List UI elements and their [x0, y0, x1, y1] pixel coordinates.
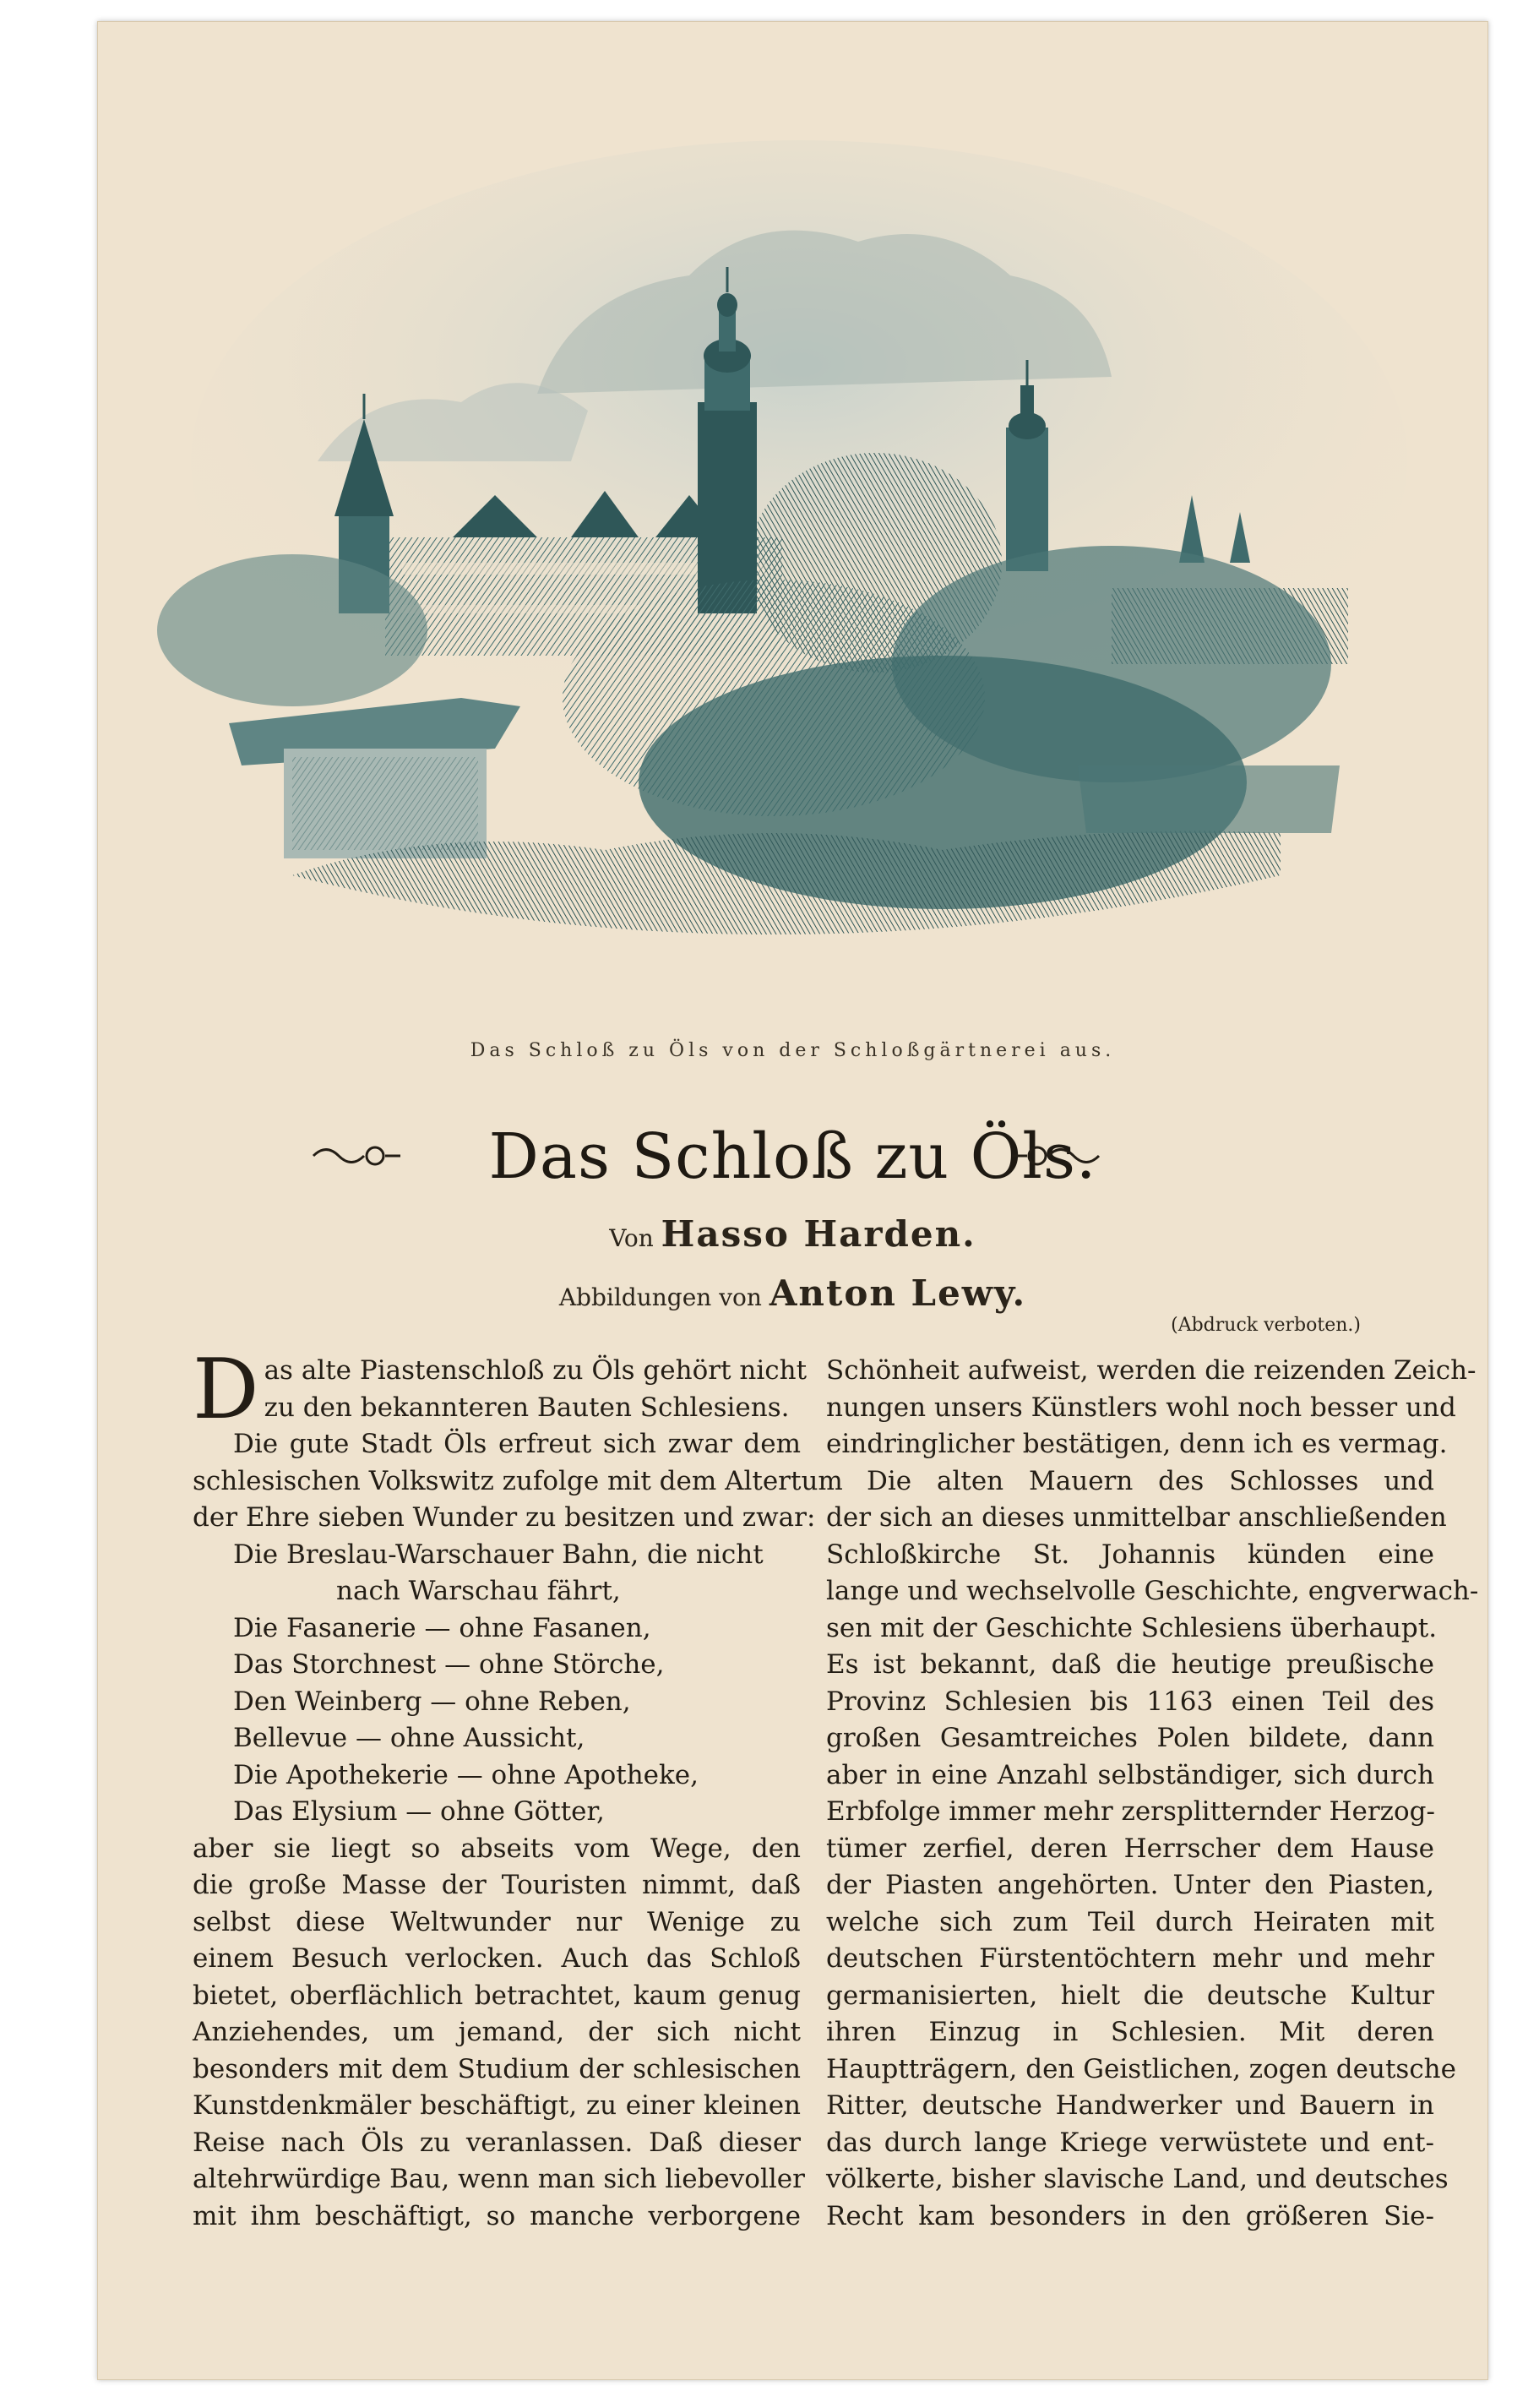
text-line: germanisierten, hielt die deutsche Kultur [826, 1980, 1434, 2011]
castle-engraving [98, 22, 1487, 1019]
text-line: as alte Piastenschloß zu Öls gehört nicht [264, 1355, 808, 1386]
text-line: Reise nach Öls zu veranlassen. Daß dieser [193, 2127, 801, 2158]
text-line: Es ist bekannt, daß die heutige preußische [826, 1649, 1434, 1680]
text-line: Erbfolge immer mehr zersplitternder Herzog- [826, 1796, 1435, 1827]
text-line: mit ihm beschäftigt, so manche verborgene [193, 2200, 801, 2231]
shed [229, 698, 520, 858]
text-line: Die alten Mauern des Schlosses und [867, 1465, 1434, 1496]
text-line: besonders mit dem Studium der schlesischen [193, 2053, 801, 2084]
poem-line: nach Warschau fährt, [336, 1576, 621, 1606]
text-line: einem Besuch verlocken. Auch das Schloß [193, 1943, 801, 1974]
credits-prefix: Abbildungen von [558, 1283, 762, 1311]
magazine-page [97, 21, 1488, 2380]
text-line: Hauptträgern, den Geistlichen, zogen deutsche [826, 2053, 1456, 2084]
poem-line: Die Fasanerie — ohne Fasanen, [233, 1612, 651, 1643]
text-line: lange und wechselvolle Geschichte, engverwach- [826, 1576, 1479, 1606]
text-line: altehrwürdige Bau, wenn man sich liebevoller [193, 2164, 805, 2194]
illustration-caption: Das Schloß zu Öls von der Schloßgärtnerei aus. [470, 1040, 1116, 1061]
author-byline [98, 1213, 1487, 1255]
text-line: der Ehre sieben Wunder zu besitzen und zwar: [193, 1502, 816, 1533]
poem-line: Den Weinberg — ohne Reben, [233, 1686, 631, 1717]
text-line: Ritter, deutsche Handwerker und Bauern in [826, 2090, 1434, 2121]
drop-cap: D [193, 1342, 259, 1438]
text-line: tümer zerfiel, deren Herrscher dem Hause [826, 1833, 1434, 1864]
text-line: selbst diese Weltwunder nur Wenige zu [193, 1906, 801, 1937]
text-line: völkerte, bisher slavische Land, und deutsches [826, 2164, 1449, 2194]
text-line: aber in eine Anzahl selbständiger, sich durch [826, 1759, 1434, 1790]
text-line: deutschen Fürstentöchtern mehr und mehr [826, 1943, 1434, 1974]
text-line: eindringlicher bestätigen, denn ich es vermag. [826, 1429, 1448, 1459]
text-line: der sich an dieses unmittelbar anschließenden [826, 1502, 1447, 1533]
text-line: aber sie liegt so abseits vom Wege, den [193, 1833, 801, 1864]
text-line: das durch lange Kriege verwüstete und ent- [826, 2127, 1434, 2158]
text-line: bietet, oberflächlich betrachtet, kaum genug [193, 1980, 801, 2011]
right-ornament-icon [1010, 1139, 1103, 1173]
text-line: welche sich zum Teil durch Heiraten mit [826, 1906, 1434, 1937]
foreground-bushes [292, 831, 1281, 935]
text-line: großen Gesamtreiches Polen bildete, dann [826, 1723, 1434, 1753]
text-line: Die gute Stadt Öls erfreut sich zwar dem [233, 1429, 801, 1459]
right-column [826, 1353, 1479, 2235]
byline-prefix: Von [609, 1224, 654, 1252]
text-line: zu den bekannteren Bauten Schlesiens. [264, 1392, 790, 1423]
poem-line: Das Storchnest — ohne Störche, [233, 1649, 665, 1680]
text-line: nungen unsers Künstlers wohl noch besser und [826, 1392, 1456, 1423]
text-line: sen mit der Geschichte Schlesiens überhaupt. [826, 1612, 1438, 1643]
poem-line: Bellevue — ohne Aussicht, [233, 1723, 585, 1753]
poem-line: Das Elysium — ohne Götter, [233, 1796, 605, 1827]
text-line: die große Masse der Touristen nimmt, daß [193, 1870, 801, 1900]
text-line: ihren Einzug in Schlesien. Mit deren [826, 2017, 1434, 2047]
text-line: der Piasten angehörten. Unter den Piasten, [826, 1870, 1434, 1900]
illustrator-name: Anton Lewy. [769, 1272, 1027, 1314]
text-line: Schloßkirche St. Johannis künden eine [826, 1539, 1434, 1570]
text-line: Provinz Schlesien bis 1163 einen Teil des [826, 1686, 1434, 1717]
text-line: Schönheit aufweist, werden die reizenden Zeich- [826, 1355, 1476, 1386]
author-name: Hasso Harden. [661, 1213, 976, 1255]
article-title: Das Schloß zu Öls. [488, 1120, 1097, 1193]
text-line: Anziehendes, um jemand, der sich nicht [193, 2017, 801, 2047]
text-line: Recht kam besonders in den größeren Sie- [826, 2200, 1434, 2231]
poem-line: Die Apothekerie — ohne Apotheke, [233, 1759, 699, 1790]
reprint-notice: (Abdruck verboten.) [1171, 1315, 1361, 1336]
text-line: Kunstdenkmäler beschäftigt, zu einer kleinen [193, 2090, 801, 2121]
text-line: schlesischen Volkswitz zufolge mit dem Altertum [193, 1465, 843, 1496]
fence [1078, 765, 1340, 833]
illustrator-credit [98, 1272, 1487, 1314]
poem-line: Die Breslau-Warschauer Bahn, die nicht [233, 1539, 764, 1570]
left-column [193, 1342, 843, 2235]
